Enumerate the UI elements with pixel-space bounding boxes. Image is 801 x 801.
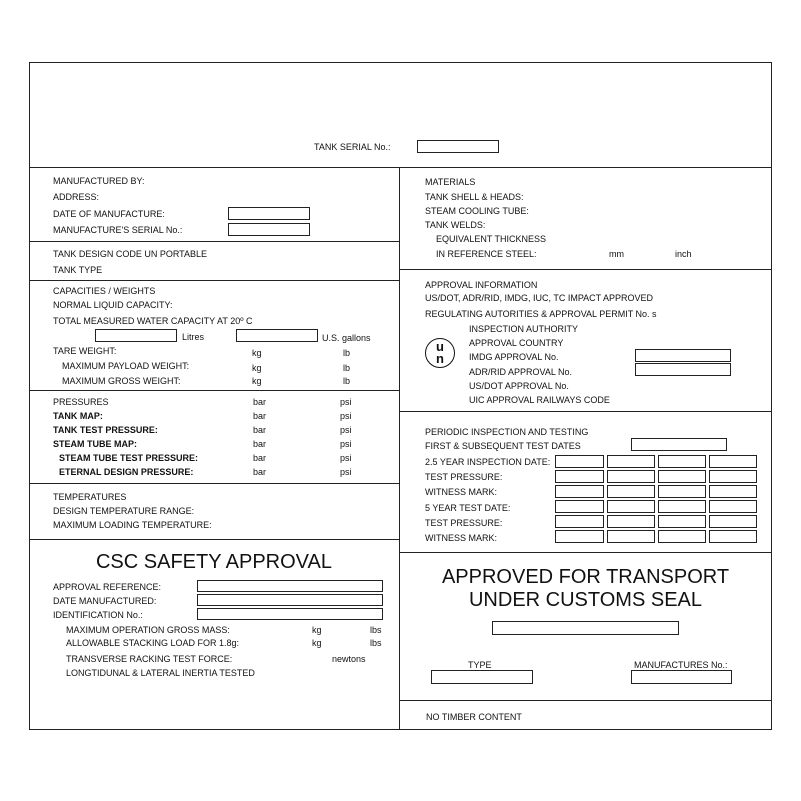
lbs-unit: lbs [370, 625, 382, 635]
max-op-gross-label: MAXIMUM OPERATION GROSS MASS: [66, 625, 230, 635]
equiv-thickness-label: EQUIVALENT THICKNESS [436, 234, 547, 244]
first-test-dates-label: FIRST & SUBSEQUENT TEST DATES [425, 441, 581, 451]
kg-unit: kg [252, 376, 262, 386]
stacking-load-label: ALLOWABLE STACKING LOAD FOR 1.8g: [66, 638, 240, 648]
identification-label: IDENTIFICATION No.: [53, 610, 143, 620]
design-code-label: TANK DESIGN CODE UN PORTABLE [53, 249, 208, 259]
manufactured-by-label: MANUFACTURED BY: [53, 176, 145, 186]
shell-heads-label: TANK SHELL & HEADS: [425, 192, 524, 202]
divider [399, 411, 772, 412]
adr-rid-approval-label: ADR/RID APPROVAL No. [469, 367, 573, 377]
psi-unit: psi [340, 453, 352, 463]
address-label: ADDRESS: [53, 192, 100, 202]
type-label: TYPE [468, 660, 492, 670]
inspection-cell[interactable] [555, 530, 604, 543]
divider [399, 552, 772, 553]
lbs-unit: lbs [370, 638, 382, 648]
bar-unit: bar [253, 467, 267, 477]
tank-serial-label: TANK SERIAL No.: [314, 142, 391, 152]
customs-title-line1: APPROVED FOR TRANSPORT [441, 566, 730, 588]
capacities-heading: CAPACITIES / WEIGHTS [53, 286, 156, 296]
tank-test-pressure-label: TANK TEST PRESSURE: [53, 425, 158, 435]
identification-field[interactable] [197, 608, 383, 620]
mm-unit: mm [609, 249, 624, 259]
psi-unit: psi [340, 425, 352, 435]
bar-unit: bar [253, 397, 267, 407]
lb-unit: lb [343, 376, 351, 386]
newtons-unit: newtons [332, 654, 366, 664]
max-payload-label: MAXIMUM PAYLOAD WEIGHT: [62, 361, 190, 371]
inspection-cell[interactable] [709, 500, 757, 513]
bar-unit: bar [253, 411, 267, 421]
kg-unit: kg [252, 363, 262, 373]
manufacturer-serial-field[interactable] [228, 223, 310, 236]
inspection-cell[interactable] [607, 455, 655, 468]
inspection-cell[interactable] [555, 485, 604, 498]
inspection-cell[interactable] [709, 455, 757, 468]
divider [29, 280, 399, 281]
manufactures-no-label: MANUFACTURES No.: [634, 660, 728, 670]
kg-unit: kg [312, 638, 322, 648]
us-gallons-field[interactable] [236, 329, 318, 342]
un-logo-bottom: n [436, 351, 444, 366]
inspection-cell[interactable] [607, 500, 655, 513]
inspection-cell[interactable] [709, 485, 757, 498]
inspection-authority-label: INSPECTION AUTHORITY [469, 324, 579, 334]
periodic-heading: PERIODIC INSPECTION AND TESTING [425, 427, 589, 437]
normal-liquid-label: NORMAL LIQUID CAPACITY: [53, 300, 173, 310]
date-manufactured-label: DATE MANUFACTURED: [53, 596, 157, 606]
lb-unit: lb [343, 363, 351, 373]
inspection-cell[interactable] [607, 470, 655, 483]
center-divider [399, 167, 400, 730]
inspection-cell[interactable] [658, 515, 706, 528]
manufacturer-serial-label: MANUFACTURE'S SERIAL No.: [53, 225, 183, 235]
inspection-cell[interactable] [607, 485, 655, 498]
test-pressure-label: TEST PRESSURE: [425, 472, 503, 482]
inch-unit: inch [675, 249, 692, 259]
reference-steel-label: IN REFERENCE STEEL: [436, 249, 537, 259]
inspection-cell[interactable] [555, 470, 604, 483]
divider [29, 539, 399, 540]
psi-unit: psi [340, 439, 352, 449]
approval-reference-field[interactable] [197, 580, 383, 592]
eternal-design-label: ETERNAL DESIGN PRESSURE: [59, 467, 194, 477]
tank-serial-field[interactable] [417, 140, 499, 153]
imdg-approval-label: IMDG APPROVAL No. [469, 352, 559, 362]
tank-welds-label: TANK WELDS: [425, 220, 486, 230]
total-water-label: TOTAL MEASURED WATER CAPACITY AT 20º C [53, 316, 253, 326]
tank-map-label: TANK MAP: [53, 411, 103, 421]
inspection-cell[interactable] [555, 515, 604, 528]
divider [399, 269, 772, 270]
divider [29, 241, 399, 242]
steam-tube-map-label: STEAM TUBE MAP: [53, 439, 137, 449]
materials-heading: MATERIALS [425, 177, 476, 187]
csc-title: CSC SAFETY APPROVAL [95, 551, 332, 573]
tare-weight-label: TARE WEIGHT: [53, 346, 117, 356]
inspection-cell[interactable] [607, 530, 655, 543]
racking-force-label: TRANSVERSE RACKING TEST FORCE: [66, 654, 233, 664]
inspection-cell[interactable] [555, 455, 604, 468]
inspection-cell[interactable] [658, 530, 706, 543]
divider [29, 390, 399, 391]
inspection-cell[interactable] [709, 470, 757, 483]
bar-unit: bar [253, 453, 267, 463]
divider [29, 483, 399, 484]
header-divider [29, 167, 772, 168]
approval-line2: REGULATING AUTORITIES & APPROVAL PERMIT No. s [425, 309, 657, 319]
approval-heading: APPROVAL INFORMATION [425, 280, 538, 290]
usdot-approval-label: US/DOT APPROVAL No. [469, 381, 569, 391]
kg-unit: kg [252, 348, 262, 358]
inspection-cell[interactable] [658, 470, 706, 483]
steam-tube-label: STEAM COOLING TUBE: [425, 206, 529, 216]
max-loading-temp-label: MAXIMUM LOADING TEMPERATURE: [53, 520, 212, 530]
approval-country-label: APPROVAL COUNTRY [469, 338, 564, 348]
psi-unit: psi [340, 467, 352, 477]
test-pressure-label: TEST PRESSURE: [425, 518, 503, 528]
inspection-cell[interactable] [658, 455, 706, 468]
kg-unit: kg [312, 625, 322, 635]
date-of-manufacture-field[interactable] [228, 207, 310, 220]
inertia-tested-label: LONGTIDUNAL & LATERAL INERTIA TESTED [66, 668, 255, 678]
pressures-heading: PRESSURES [53, 397, 109, 407]
approval-reference-label: APPROVAL REFERENCE: [53, 582, 162, 592]
date-manufactured-field[interactable] [197, 594, 383, 606]
un-logo-icon [425, 338, 455, 368]
tank-type-label: TANK TYPE [53, 265, 103, 275]
un-logo-top: u [436, 339, 444, 354]
inspection-cell[interactable] [709, 515, 757, 528]
test-5-year-label: 5 YEAR TEST DATE: [425, 503, 511, 513]
litres-unit: Litres [182, 332, 205, 342]
inspection-cell[interactable] [555, 500, 604, 513]
design-temp-range-label: DESIGN TEMPERATURE RANGE: [53, 506, 195, 516]
adr-rid-approval-field[interactable] [635, 363, 731, 376]
psi-unit: psi [340, 411, 352, 421]
us-gallons-unit: U.S. gallons [322, 333, 371, 343]
witness-mark-label: WITNESS MARK: [425, 487, 498, 497]
lb-unit: lb [343, 348, 351, 358]
inspection-cell[interactable] [607, 515, 655, 528]
uic-approval-label: UIC APPROVAL RAILWAYS CODE [469, 395, 610, 405]
approval-line1: US/DOT, ADR/RID, IMDG, IUC, TC IMPACT APPROVED [425, 293, 654, 303]
litres-field[interactable] [95, 329, 177, 342]
steam-tube-test-label: STEAM TUBE TEST PRESSURE: [59, 453, 199, 463]
inspection-cell[interactable] [658, 500, 706, 513]
witness-mark-label: WITNESS MARK: [425, 533, 498, 543]
max-gross-label: MAXIMUM GROSS WEIGHT: [62, 376, 181, 386]
psi-unit: psi [340, 397, 352, 407]
divider [399, 700, 772, 701]
manufactures-no-field[interactable] [631, 670, 732, 684]
inspection-cell[interactable] [709, 530, 757, 543]
customs-title-line2: UNDER CUSTOMS SEAL [468, 589, 702, 611]
inspection-cell[interactable] [658, 485, 706, 498]
date-of-manufacture-label: DATE OF MANUFACTURE: [53, 209, 165, 219]
type-field[interactable] [431, 670, 533, 684]
bar-unit: bar [253, 425, 267, 435]
customs-approval-field[interactable] [492, 621, 679, 635]
first-test-dates-field[interactable] [631, 438, 727, 451]
temperatures-heading: TEMPERATURES [53, 492, 127, 502]
inspection-25-label: 2.5 YEAR INSPECTION DATE: [425, 457, 551, 467]
bar-unit: bar [253, 439, 267, 449]
no-timber-content-label: NO TIMBER CONTENT [426, 712, 522, 722]
imdg-approval-field[interactable] [635, 349, 731, 362]
